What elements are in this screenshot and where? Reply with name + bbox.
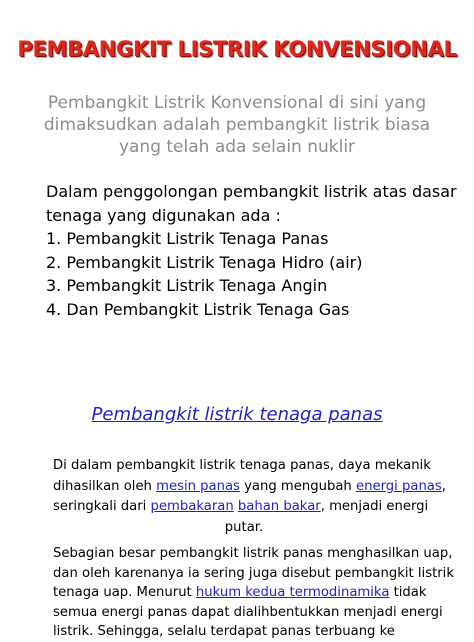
- subtitle-line: Pembangkit Listrik Konvensional di sini yang: [47, 93, 427, 113]
- paragraph-line: dan oleh karenanya ia sering juga disebut pembangkit listrik: [53, 565, 454, 581]
- paragraph-text: tidak: [389, 585, 427, 600]
- subtitle-line: dimaksudkan adalah pembangkit listrik biasa: [43, 115, 431, 135]
- list-item: 2. Pembangkit Listrik Tenaga Hidro (air): [46, 252, 363, 272]
- subtitle-line: yang telah ada selain nuklir: [118, 137, 356, 157]
- paragraph-text: ,: [441, 478, 446, 494]
- section-heading-link[interactable]: Pembangkit listrik tenaga panas: [91, 404, 383, 425]
- link-pembakaran[interactable]: pembakaran: [150, 499, 234, 515]
- paragraph-text: seringkali dari: [53, 499, 151, 515]
- paragraph-line: [53, 583, 435, 603]
- paragraph-text: , menjadi energi: [320, 499, 429, 515]
- paragraph-2: [53, 544, 454, 642]
- intro-list: [46, 180, 456, 321]
- link-bahan-bakar[interactable]: bahan bakar: [237, 499, 321, 515]
- paragraph-line: [53, 497, 435, 518]
- page-title: PEMBANGKIT LISTRIK KONVENSIONAL: [17, 37, 457, 61]
- subtitle: [20, 92, 454, 158]
- link-energi-panas[interactable]: energi panas: [355, 478, 442, 494]
- paragraph-line: Sebagian besar pembangkit listrik panas menghasilkan uap,: [53, 546, 453, 561]
- intro-text-line: Dalam penggolongan pembangkit listrik atas dasar: [46, 182, 457, 201]
- paragraph-line: putar.: [224, 519, 264, 535]
- link-hukum-kedua-termodinamika[interactable]: hukum kedua termodinamika: [195, 585, 390, 600]
- paragraph-text: yang mengubah: [239, 478, 356, 494]
- list-item: 1. Pembangkit Listrik Tenaga Panas: [46, 229, 329, 248]
- paragraph-text: dihasilkan oleh: [53, 478, 157, 494]
- list-item: 3. Pembangkit Listrik Tenaga Angin: [46, 276, 328, 295]
- paragraph-line: semua energi panas dapat dialihbentukkan menjadi energi: [53, 604, 443, 620]
- intro-text-line: tenaga yang digunakan ada :: [46, 205, 281, 225]
- link-mesin-panas[interactable]: mesin panas: [156, 478, 240, 494]
- paragraph-text: Di dalam pembangkit listrik tenaga panas, daya mekanik: [53, 458, 431, 473]
- list-item: 4. Dan Pembangkit Listrik Tenaga Gas: [46, 299, 350, 319]
- paragraph-line: listrik. Sehingga, selalu terdapat panas terbuang ke: [53, 624, 395, 639]
- paragraph-line: [53, 456, 435, 477]
- paragraph-text: tenaga uap. Menurut: [53, 585, 196, 600]
- paragraph-1: [53, 456, 446, 538]
- paragraph-line: [53, 477, 446, 498]
